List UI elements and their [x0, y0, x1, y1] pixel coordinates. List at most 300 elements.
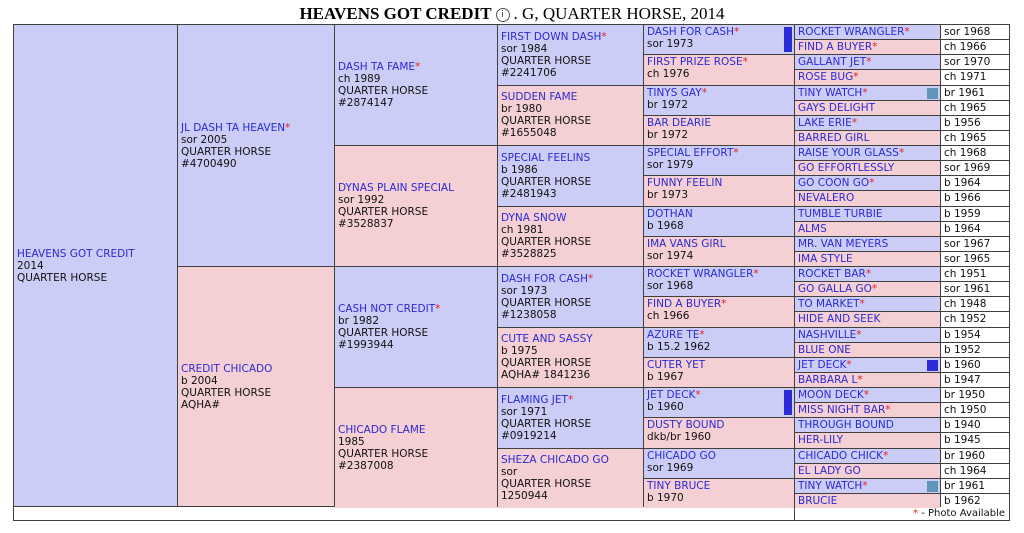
pedigree-cell-g5-8: [795, 146, 940, 160]
title-horse-name: HEAVENS GOT CREDIT: [299, 4, 492, 23]
horse-name[interactable]: JET DECK: [647, 389, 696, 401]
horse-name[interactable]: TINY WATCH: [798, 86, 863, 99]
horse-name-link[interactable]: [798, 132, 937, 144]
pedigree-info-g5-25: [941, 403, 1009, 417]
photo-available-marker: *: [695, 389, 701, 401]
horse-detail: ch 1948: [944, 298, 987, 311]
horse-detail: b 1975: [501, 345, 538, 358]
horse-detail: br 1972: [647, 128, 689, 141]
subject-breed: QUARTER HORSE: [17, 271, 108, 284]
horse-name[interactable]: FLAMING JET: [501, 393, 568, 406]
horse-name[interactable]: CHICADO GO: [647, 449, 716, 462]
horse-name[interactable]: CHICADO FLAME: [338, 424, 426, 436]
horse-detail: sor 1979: [647, 159, 694, 171]
horse-name[interactable]: MISS NIGHT BAR: [798, 404, 886, 417]
horse-name-link[interactable]: [798, 253, 937, 265]
pedigree-cell-g1-1: [178, 267, 334, 506]
horse-name[interactable]: NEVALERO: [798, 192, 855, 205]
horse-detail: b 1967: [647, 370, 684, 383]
horse-name[interactable]: JET DECK: [798, 358, 847, 371]
horse-name[interactable]: JL DASH TA HEAVEN: [181, 121, 286, 134]
horse-detail: #3528837: [338, 218, 394, 230]
horse-name-link[interactable]: [501, 91, 640, 103]
pedigree-cell-g5-1: [795, 40, 940, 54]
pedigree-info-g5-17: [941, 282, 1009, 296]
horse-name[interactable]: GALLANT JET: [798, 56, 867, 69]
horse-detail: QUARTER HORSE: [181, 145, 272, 158]
pedigree-cell-g5-5: [795, 101, 940, 115]
horse-name[interactable]: CUTER YET: [647, 358, 706, 371]
horse-detail: sor 1961: [944, 283, 991, 296]
photo-available-marker: *: [701, 86, 707, 99]
pedigree-cell-g5-25: [795, 403, 940, 417]
horse-detail: #2241706: [501, 66, 557, 79]
pedigree-info-g5-11: [941, 191, 1009, 205]
horse-detail: ch 1968: [944, 147, 987, 159]
horse-name-link[interactable]: [798, 41, 937, 53]
horse-detail: br 1980: [501, 103, 543, 116]
horse-name-link[interactable]: [798, 87, 937, 99]
horse-name-link[interactable]: [798, 208, 937, 220]
pedigree-cell-g5-9: [795, 161, 940, 175]
horse-detail: QUARTER HORSE: [338, 327, 429, 339]
horse-name[interactable]: BARRED GIRL: [798, 131, 870, 144]
horse-detail: QUARTER HORSE: [338, 206, 429, 218]
horse-name[interactable]: SUDDEN FAME: [501, 91, 578, 104]
pedigree-cell-g4-13: [644, 418, 794, 447]
pedigree-table: [13, 24, 1010, 521]
horse-detail: b 1945: [944, 434, 981, 447]
horse-detail: sor 1992: [338, 194, 385, 206]
photo-available-marker: *: [865, 268, 872, 280]
photo-square-icon: [927, 360, 938, 371]
pedigree-info-g5-23: [941, 373, 1009, 387]
subject-name-link[interactable]: HEAVENS GOT CREDIT: [17, 247, 135, 260]
pedigree-cell-g2-1: [335, 146, 497, 266]
pedigree-cell-g3-3: [498, 207, 643, 267]
horse-detail: ch 1965: [944, 101, 987, 114]
pedigree-cell-g4-4: [644, 146, 794, 175]
title-suffix: . G, QUARTER HORSE, 2014: [513, 4, 725, 23]
photo-available-marker: *: [753, 268, 759, 280]
horse-detail: br 1982: [338, 315, 380, 327]
photo-available-marker: *: [856, 328, 862, 341]
horse-detail: QUARTER HORSE: [181, 386, 272, 399]
pedigree-info-g5-13: [941, 222, 1009, 236]
horse-name-link[interactable]: [647, 177, 791, 189]
horse-detail: b 1962: [944, 494, 981, 507]
photo-available-marker: *: [885, 404, 891, 417]
photo-bar-icon: [784, 27, 792, 52]
horse-name-link[interactable]: [798, 450, 937, 462]
photo-available-marker: *: [415, 61, 421, 73]
horse-name-link[interactable]: [798, 223, 937, 235]
horse-name[interactable]: SPECIAL EFFORT: [647, 147, 734, 159]
pedigree-cell-g5-29: [795, 464, 940, 478]
pedigree-info-g5-20: [941, 328, 1009, 342]
photo-available-marker: *: [733, 147, 739, 159]
horse-name-link[interactable]: [501, 152, 640, 164]
horse-name-link[interactable]: [647, 56, 791, 68]
page-title: [0, 4, 1024, 24]
horse-detail: br 1961: [944, 479, 986, 492]
horse-detail: b 1954: [944, 328, 981, 341]
pedigree-cell-g2-0: [335, 25, 497, 145]
horse-name[interactable]: CASH NOT CREDIT: [338, 303, 436, 315]
horse-detail: sor 1970: [944, 56, 991, 69]
pedigree-cell-g3-6: [498, 388, 643, 448]
horse-name[interactable]: BARBARA L: [798, 373, 858, 386]
photo-bar-icon: [784, 390, 792, 415]
horse-detail: sor 1969: [944, 162, 991, 175]
horse-name[interactable]: MOON DECK: [798, 389, 864, 401]
horse-detail: QUARTER HORSE: [501, 478, 592, 491]
photo-available-marker: *: [871, 283, 878, 296]
horse-name-link[interactable]: [798, 389, 937, 401]
horse-detail: b 1956: [944, 116, 981, 129]
horse-name[interactable]: FIRST DOWN DASH: [501, 30, 602, 43]
subject-year: 2014: [17, 259, 44, 272]
horse-name-link[interactable]: [338, 303, 494, 315]
pedigree-cell-g1-0: [178, 25, 334, 266]
horse-name[interactable]: MR. VAN MEYERS: [798, 237, 889, 250]
horse-detail: b 1952: [944, 343, 981, 356]
horse-name-link[interactable]: [798, 313, 937, 325]
horse-name[interactable]: TINY BRUCE: [647, 479, 711, 492]
horse-name-link[interactable]: [798, 465, 937, 477]
pedigree-cell-g5-30: [795, 479, 940, 493]
horse-name-link[interactable]: [501, 454, 640, 466]
pedigree-info-g5-14: [941, 237, 1009, 251]
horse-detail: AQHA# 1841236: [501, 369, 591, 382]
horse-name[interactable]: RAISE YOUR GLASS: [798, 147, 899, 159]
pedigree-cell-g3-4: [498, 267, 643, 327]
horse-name-link[interactable]: [647, 268, 791, 280]
pedigree-cell-g5-24: [795, 388, 940, 402]
horse-name[interactable]: BAR DEARIE: [647, 116, 711, 129]
horse-detail: b 1986: [501, 163, 538, 176]
pedigree-info-g5-12: [941, 207, 1009, 221]
horse-name-link[interactable]: [647, 208, 791, 220]
horse-name[interactable]: TO MARKET: [798, 298, 860, 311]
photo-available-marker: *: [851, 116, 858, 129]
info-icon[interactable]: i: [496, 8, 510, 22]
horse-name-link[interactable]: [798, 238, 937, 250]
horse-detail: QUARTER HORSE: [501, 54, 592, 67]
photo-available-marker: *: [721, 298, 727, 311]
pedigree-cell-g2-3: [335, 388, 497, 508]
pedigree-info-g5-18: [941, 297, 1009, 311]
horse-name-link[interactable]: [501, 394, 640, 406]
pedigree-cell-g4-3: [644, 116, 794, 145]
pedigree-cell-g5-31: [795, 494, 940, 508]
horse-name[interactable]: ROCKET WRANGLER: [798, 26, 905, 38]
horse-name-link[interactable]: [798, 147, 937, 159]
horse-name-link[interactable]: [647, 298, 791, 310]
horse-name[interactable]: BRUCIE: [798, 494, 838, 507]
horse-name[interactable]: FIND A BUYER: [647, 298, 722, 311]
horse-name[interactable]: DYNAS PLAIN SPECIAL: [338, 182, 454, 194]
horse-name-link[interactable]: [338, 182, 494, 194]
photo-available-marker: *: [699, 328, 705, 341]
photo-available-marker: *: [853, 71, 859, 84]
horse-name[interactable]: ALMS: [798, 222, 827, 235]
horse-name-link[interactable]: [798, 102, 937, 114]
horse-name[interactable]: LAKE ERIE: [798, 116, 852, 129]
horse-name[interactable]: GO COON GO: [798, 177, 870, 190]
photo-available-marker: *: [883, 449, 889, 462]
horse-name-link[interactable]: [798, 192, 937, 204]
horse-name[interactable]: DYNA SNOW: [501, 212, 567, 225]
horse-detail: QUARTER HORSE: [338, 448, 429, 460]
horse-name-link[interactable]: [798, 374, 937, 386]
horse-detail: br 1972: [647, 98, 689, 111]
horse-name[interactable]: ROSE BUG: [798, 71, 854, 84]
horse-name[interactable]: FIRST PRIZE ROSE: [647, 56, 743, 69]
horse-detail: dkb/br 1960: [647, 431, 711, 444]
horse-detail: #2874147: [338, 97, 394, 109]
pedigree-cell-g2-2: [335, 267, 497, 387]
pedigree-cell-g4-6: [644, 207, 794, 236]
horse-name-link[interactable]: [798, 283, 937, 295]
horse-name-link[interactable]: [798, 162, 937, 174]
horse-name[interactable]: SHEZA CHICADO GO: [501, 454, 609, 467]
horse-name-link[interactable]: [798, 359, 937, 371]
horse-detail: #0919214: [501, 429, 557, 442]
pedigree-info-g5-2: [941, 55, 1009, 69]
horse-name[interactable]: IMA STYLE: [798, 252, 853, 265]
pedigree-cell-g4-11: [644, 358, 794, 387]
horse-name-link[interactable]: [647, 450, 791, 462]
pedigree-cell-g5-26: [795, 418, 940, 432]
horse-name[interactable]: DASH TA FAME: [338, 61, 416, 73]
pedigree-cell-g3-7: [498, 449, 643, 509]
horse-name[interactable]: DUSTY BOUND: [647, 419, 725, 432]
horse-detail: sor 1968: [944, 26, 991, 38]
photo-available-marker: *: [285, 121, 291, 134]
horse-name[interactable]: TUMBLE TURBIE: [798, 207, 883, 220]
horse-detail: sor 1971: [501, 405, 548, 418]
pedigree-cell-g4-0: [644, 25, 794, 54]
horse-name-link[interactable]: [798, 117, 937, 129]
pedigree-cell-g5-19: [795, 312, 940, 326]
horse-name-link[interactable]: [181, 363, 331, 375]
pedigree-cell-g5-20: [795, 328, 940, 342]
horse-detail: QUARTER HORSE: [501, 175, 592, 188]
horse-name[interactable]: ROCKET BAR: [798, 268, 866, 280]
horse-name-link[interactable]: [798, 26, 937, 38]
horse-name-link[interactable]: [501, 333, 640, 345]
horse-detail: b 1968: [647, 219, 684, 232]
pedigree-cell-g5-11: [795, 191, 940, 205]
horse-name-link[interactable]: [338, 61, 494, 73]
horse-detail: #2387008: [338, 460, 394, 472]
horse-name-link[interactable]: [798, 480, 937, 492]
horse-detail: br 1973: [647, 189, 689, 202]
horse-name-link[interactable]: [798, 56, 937, 68]
pedigree-cell-g4-1: [644, 55, 794, 84]
horse-detail: ch 1964: [944, 464, 987, 477]
horse-name[interactable]: IMA VANS GIRL: [647, 237, 726, 250]
photo-available-marker: *: [601, 30, 607, 43]
photo-available-marker: *: [742, 56, 748, 69]
horse-detail: sor 1973: [501, 284, 548, 297]
horse-detail: #1655048: [501, 127, 557, 140]
horse-detail: ch 1952: [944, 313, 987, 326]
pedigree-cell-g5-18: [795, 297, 940, 311]
horse-name-link[interactable]: [798, 404, 937, 416]
horse-name[interactable]: GO GALLA GO: [798, 283, 872, 296]
horse-name-link[interactable]: [647, 419, 791, 431]
horse-detail: sor 1984: [501, 42, 548, 55]
horse-name-link[interactable]: [647, 147, 791, 159]
horse-name-link[interactable]: [501, 31, 640, 43]
horse-name[interactable]: SPECIAL FEELINS: [501, 151, 591, 164]
horse-detail: #1238058: [501, 308, 557, 321]
horse-name-link[interactable]: [501, 273, 640, 285]
pedigree-info-g5-26: [941, 418, 1009, 432]
horse-name-link[interactable]: [798, 329, 937, 341]
horse-detail: b 1960: [944, 358, 981, 371]
pedigree-info-g5-7: [941, 131, 1009, 145]
horse-detail: AQHA#: [181, 398, 221, 411]
pedigree-info-g5-24: [941, 388, 1009, 402]
horse-name[interactable]: ROCKET WRANGLER: [647, 268, 754, 280]
pedigree-cell-g3-5: [498, 328, 643, 388]
horse-detail: QUARTER HORSE: [501, 357, 592, 370]
horse-name-link[interactable]: [798, 344, 937, 356]
legend-star: *: [913, 508, 919, 519]
photo-available-marker: *: [857, 373, 863, 386]
horse-detail: b 1964: [944, 222, 981, 235]
horse-detail: ch 1976: [647, 68, 690, 81]
horse-name[interactable]: DASH FOR CASH: [501, 272, 588, 285]
horse-name-link[interactable]: [647, 389, 791, 401]
horse-name-link[interactable]: [647, 87, 791, 99]
horse-detail: #1993944: [338, 339, 394, 351]
horse-name-link[interactable]: [798, 419, 937, 431]
horse-name-link[interactable]: [798, 268, 937, 280]
horse-name[interactable]: CUTE AND SASSY: [501, 333, 593, 346]
pedigree-cell-g4-7: [644, 237, 794, 266]
horse-detail: #2481943: [501, 187, 557, 200]
horse-name[interactable]: AZURE TE: [647, 328, 700, 341]
horse-name[interactable]: HIDE AND SEEK: [798, 313, 881, 326]
horse-name[interactable]: CHICADO CHICK: [798, 449, 884, 462]
horse-name[interactable]: DOTHAN: [647, 207, 693, 220]
horse-name-link[interactable]: [647, 117, 791, 129]
horse-name[interactable]: GAYS DELIGHT: [798, 101, 876, 114]
subject-cell: [14, 25, 177, 506]
pedigree-cell-g4-9: [644, 297, 794, 326]
pedigree-cell-g5-2: [795, 55, 940, 69]
horse-name[interactable]: FIND A BUYER: [798, 41, 873, 54]
horse-detail: ch 1966: [944, 41, 987, 54]
photo-available-marker: *: [734, 26, 740, 38]
horse-name-link[interactable]: [647, 359, 791, 371]
pedigree-cell-g5-23: [795, 373, 940, 387]
pedigree-info-g5-31: [941, 494, 1009, 508]
horse-name[interactable]: NASHVILLE: [798, 328, 857, 341]
horse-name[interactable]: EL LADY GO: [798, 464, 861, 477]
pedigree-info-g5-9: [941, 161, 1009, 175]
horse-name-link[interactable]: [181, 122, 331, 134]
photo-available-marker: *: [859, 298, 865, 311]
horse-name[interactable]: GO EFFORTLESSLY: [798, 162, 895, 175]
pedigree-cell-g5-7: [795, 131, 940, 145]
horse-detail: b 1964: [944, 177, 981, 190]
pedigree-info-g5-28: [941, 449, 1009, 463]
horse-detail: ch 1971: [944, 71, 987, 84]
horse-name-link[interactable]: [798, 434, 937, 446]
horse-detail: b 2004: [181, 374, 218, 387]
horse-name-link[interactable]: [338, 424, 494, 436]
horse-name-link[interactable]: [798, 298, 937, 310]
horse-name[interactable]: BLUE ONE: [798, 343, 851, 356]
pedigree-info-g5-3: [941, 70, 1009, 84]
pedigree-cell-g4-2: [644, 86, 794, 115]
horse-name-link[interactable]: [647, 26, 791, 38]
horse-name[interactable]: FUNNY FEELIN: [647, 177, 723, 190]
horse-detail: sor 1965: [944, 252, 991, 265]
horse-name-link[interactable]: [798, 71, 937, 83]
horse-name-link[interactable]: [647, 329, 791, 341]
horse-detail: sor 1967: [944, 237, 991, 250]
horse-name-link[interactable]: [647, 480, 791, 492]
pedigree-cell-g5-16: [795, 267, 940, 281]
horse-detail: sor 2005: [181, 133, 228, 146]
horse-name-link[interactable]: [798, 495, 937, 507]
horse-detail: b 1959: [944, 207, 981, 220]
horse-detail: br 1950: [944, 389, 986, 401]
horse-name[interactable]: HER-LILY: [798, 434, 844, 447]
horse-name[interactable]: TINYS GAY: [647, 86, 702, 99]
pedigree-cell-g5-10: [795, 176, 940, 190]
horse-name-link[interactable]: [501, 212, 640, 224]
photo-available-marker: *: [862, 86, 868, 99]
horse-detail: QUARTER HORSE: [338, 85, 429, 97]
photo-available-marker: *: [588, 272, 594, 285]
pedigree-info-g5-22: [941, 358, 1009, 372]
pedigree-cell-g5-27: [795, 433, 940, 447]
pedigree-cell-g5-15: [795, 252, 940, 266]
horse-detail: b 1940: [944, 419, 981, 432]
horse-name[interactable]: THROUGH BOUND: [798, 419, 894, 432]
pedigree-info-g5-10: [941, 176, 1009, 190]
horse-detail: ch 1965: [944, 131, 987, 144]
pedigree-cell-g5-4: [795, 86, 940, 100]
pedigree-info-g5-0: [941, 25, 1009, 39]
legend-text: - Photo Available: [918, 508, 1005, 519]
horse-name-link[interactable]: [647, 238, 791, 250]
horse-name[interactable]: DASH FOR CASH: [647, 26, 734, 38]
pedigree-info-g5-19: [941, 312, 1009, 326]
pedigree-info-g5-8: [941, 146, 1009, 160]
photo-available-marker: *: [567, 393, 574, 406]
horse-detail: ch 1989: [338, 73, 381, 85]
horse-detail: sor 1968: [647, 280, 694, 292]
horse-detail: QUARTER HORSE: [501, 296, 592, 309]
pedigree-cell-g5-6: [795, 116, 940, 130]
horse-name-link[interactable]: [798, 177, 937, 189]
horse-name[interactable]: CREDIT CHICADO: [181, 362, 273, 375]
photo-square-icon: [927, 481, 938, 492]
pedigree-info-g5-1: [941, 40, 1009, 54]
horse-detail: ch 1966: [647, 310, 690, 323]
horse-name[interactable]: TINY WATCH: [798, 479, 863, 492]
horse-detail: QUARTER HORSE: [501, 236, 592, 249]
photo-available-marker: *: [904, 26, 910, 38]
